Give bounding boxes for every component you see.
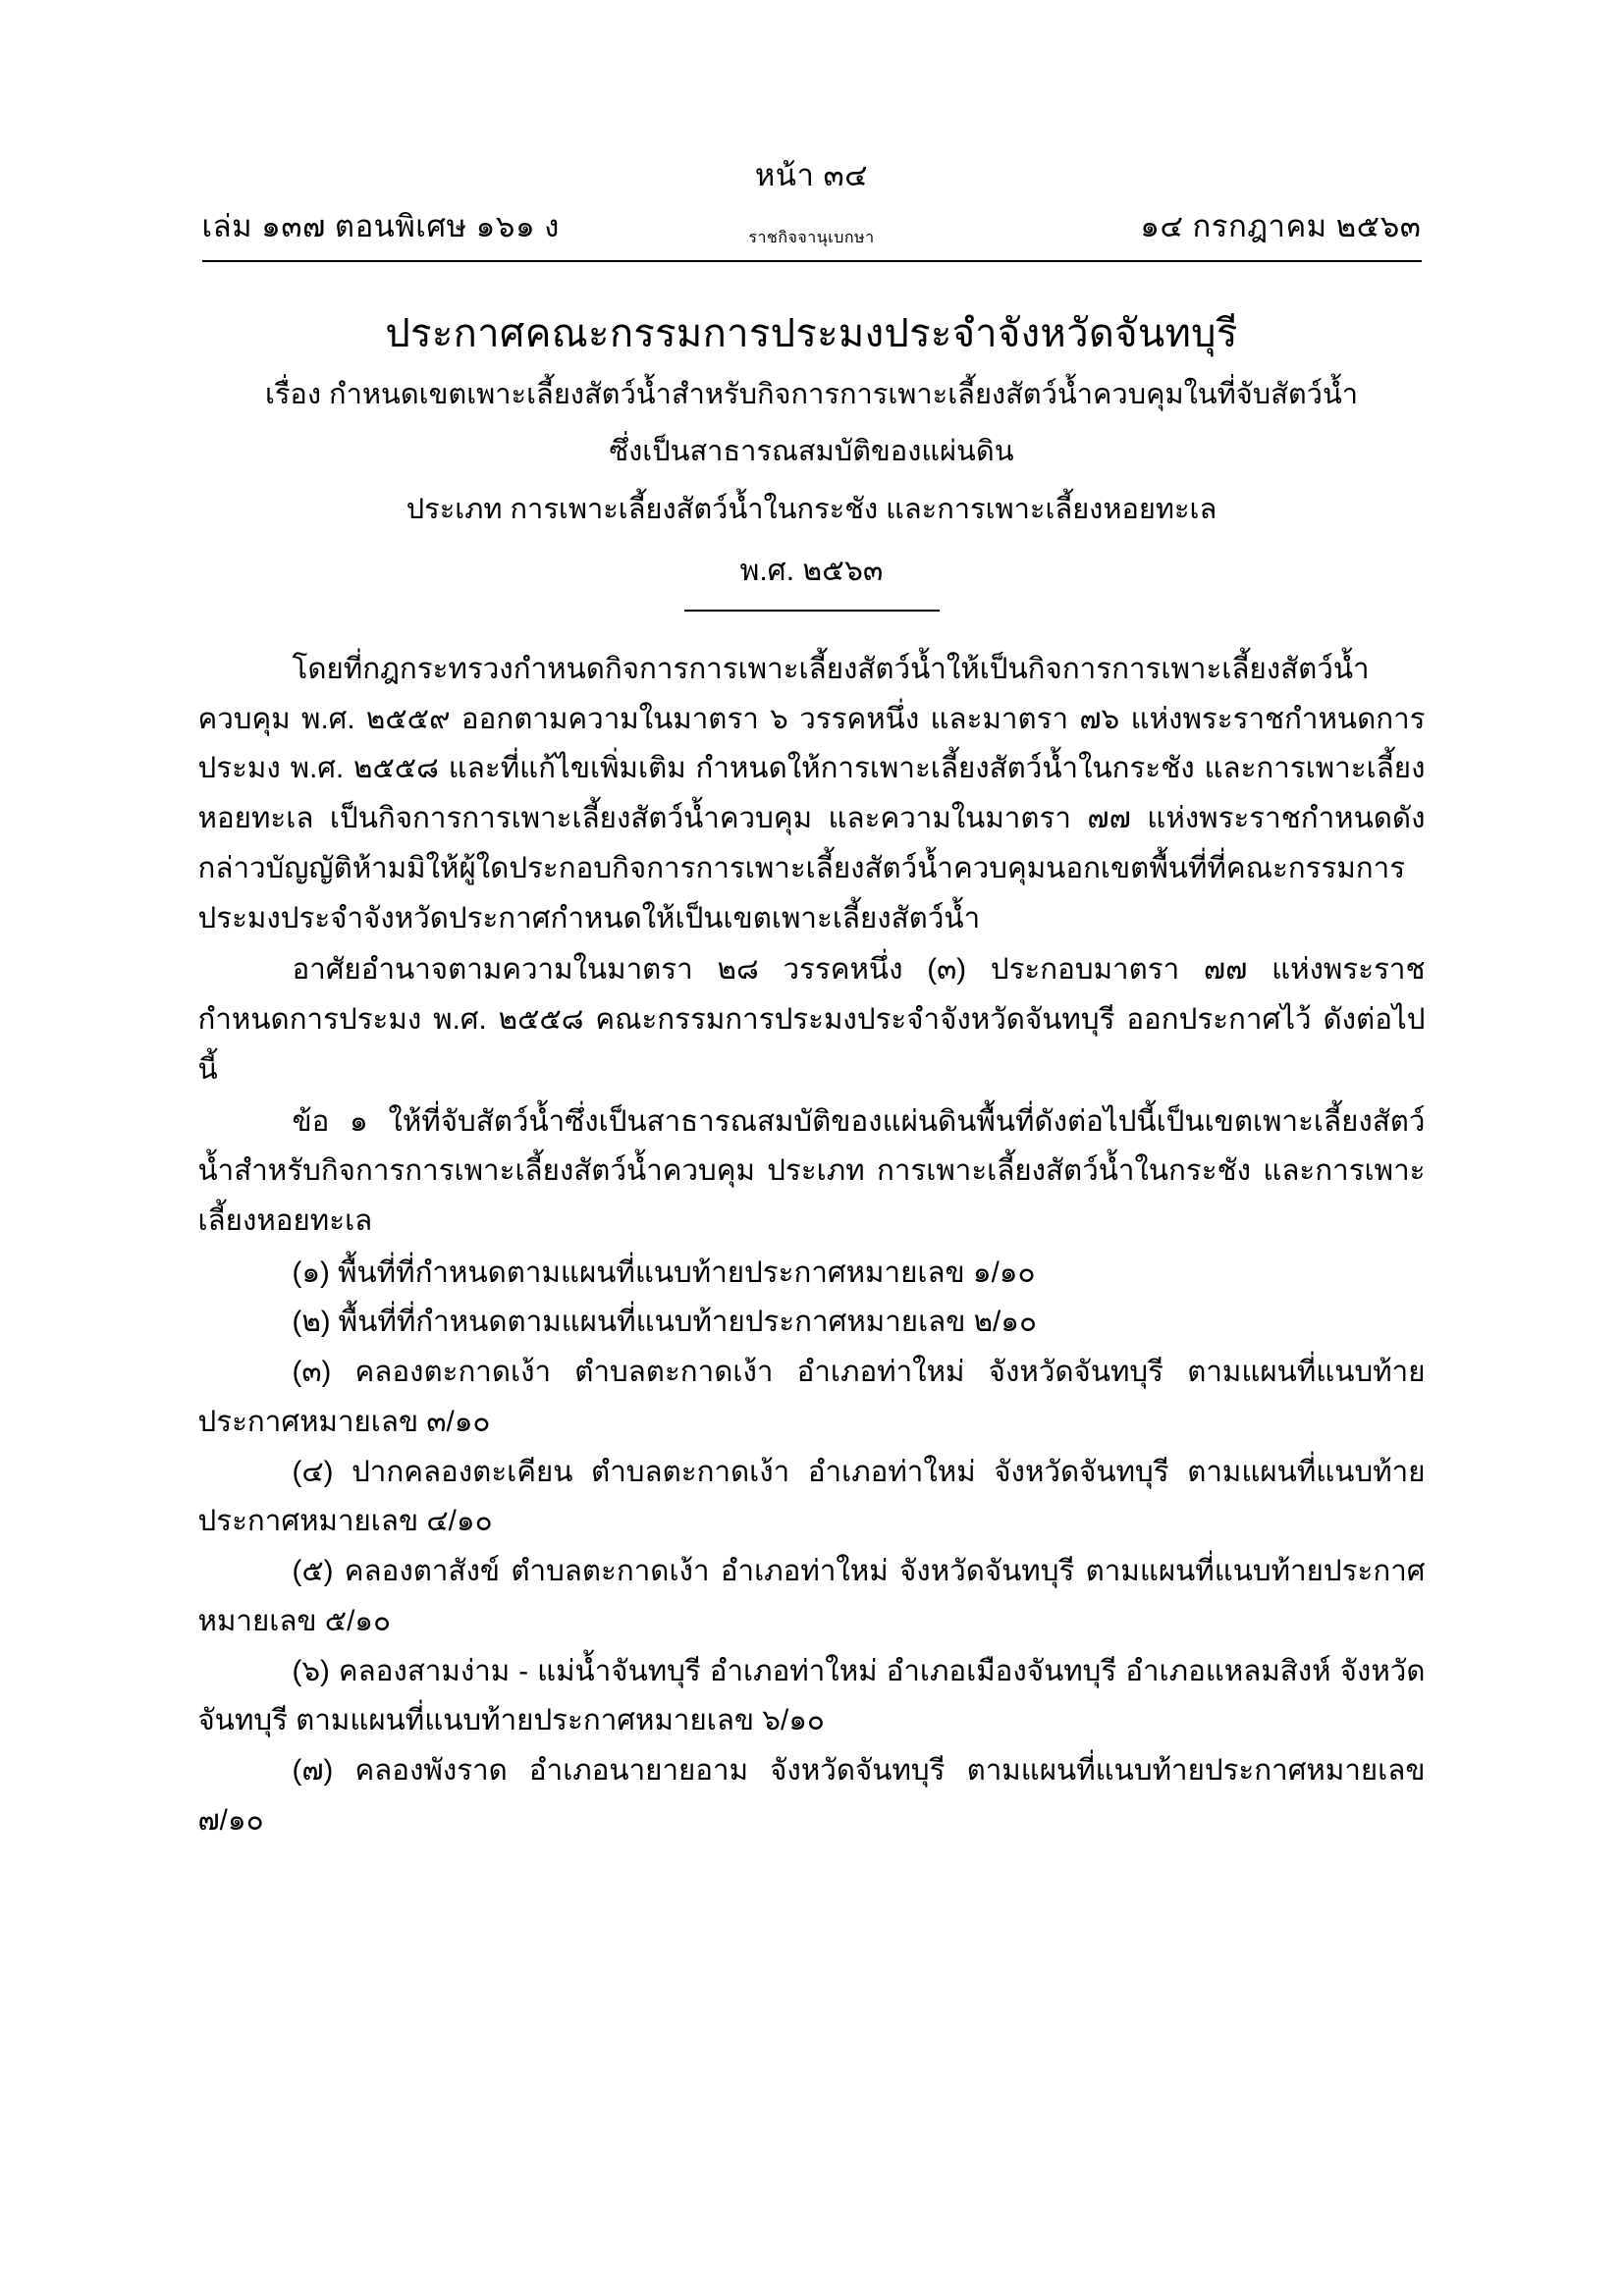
body-paragraph-2: อาศัยอำนาจตามความในมาตรา ๒๘ วรรคหนึ่ง (๓) ประกอบมาตรา ๗๗ แห่งพระราชกำหนดการประมง พ.ศ. ๒๕๕๘ คณะกรรมการประมงประจำจังหวัดจันทบุรี ออกประกาศไว้ ดังต่อไปนี้ — [197, 953, 1426, 1086]
title-subject-line-2: ซึ่งเป็นสาธารณสมบัติของแผ่นดิน — [609, 436, 1014, 468]
document-body — [198, 645, 1426, 1846]
date-label: ๑๔ กรกฎาคม ๒๕๖๓ — [1140, 208, 1422, 243]
list-item: (๕) คลองตาสังข์ ตำบลตะกาดเง้า อำเภอท่าใหม่ จังหวัดจันทบุรี ตามแผนที่แนบท้ายประกาศหมายเลข ๕/๑๐ — [197, 1555, 1426, 1637]
title-subject-line-3: ประเภท การเพาะเลี้ยงสัตว์น้ำในกระชัง และการเพาะเลี้ยงหอยทะเล — [406, 493, 1217, 525]
list-item: (๔) ปากคลองตะเคียน ตำบลตะกาดเง้า อำเภอท่าใหม่ จังหวัดจันทบุรี ตามแผนที่แนบท้ายประกาศหมายเลข ๔/๑๐ — [197, 1455, 1426, 1538]
gazette-name-label: ราชกิจจานุเบกษา — [748, 229, 875, 246]
header-divider — [202, 260, 1422, 262]
list-item: (๗) คลองพังราด อำเภอนายายอาม จังหวัดจันทบุรี ตามแผนที่แนบท้ายประกาศหมายเลข ๗/๑๐ — [197, 1754, 1426, 1837]
page-number-label: หน้า ๓๔ — [754, 158, 869, 192]
list-item: (๓) คลองตะกาดเง้า ตำบลตะกาดเง้า อำเภอท่าใหม่ จังหวัดจันทบุรี ตามแผนที่แนบท้ายประกาศหมายเลข ๓/๑๐ — [197, 1356, 1426, 1438]
body-paragraph-1: โดยที่กฎกระทรวงกำหนดกิจการการเพาะเลี้ยงสัตว์น้ำให้เป็นกิจการการเพาะเลี้ยงสัตว์น้ำควบคุม พ.ศ. ๒๕๕๙ ออกตามความในมาตรา ๖ วรรคหนึ่ง และมาตรา ๗๖ แห่งพระราชกำหนดการประมง พ.ศ. ๒๕๕๘ และที่แก้ไขเพิ่มเติม กำหนดให้การเพาะเลี้ยงสัตว์น้ำในกระชัง และการเพาะเลี้ยงหอยทะเล เป็นกิจการการเพาะเลี้ยงสัตว์น้ำควบคุม และความในมาตรา ๗๗ แห่งพระราชกำหนดดังกล่าวบัญญัติห้ามมิให้ผู้ใดประกอบกิจการการเพาะเลี้ยงสัตว์น้ำควบคุมนอกเขตพื้นที่ที่คณะกรรมการประมงประจำจังหวัดประกาศกำหนดให้เป็นเขตเพาะเลี้ยงสัตว์น้ำ — [197, 652, 1426, 934]
title-divider — [684, 610, 940, 612]
list-item: (๒) พื้นที่ที่กำหนดตามแผนที่แนบท้ายประกาศหมายเลข ๒/๑๐ — [292, 1306, 1037, 1339]
page-title: ประกาศคณะกรรมการประมงประจำจังหวัดจันทบุรี — [385, 311, 1238, 355]
list-item: (๖) คลองสามง่าม - แม่น้ำจันทบุรี อำเภอท่าใหม่ อำเภอเมืองจันทบุรี อำเภอแหลมสิงห์ จังหวัดจันทบุรี ตามแผนที่แนบท้ายประกาศหมายเลข ๖/๑๐ — [197, 1654, 1426, 1737]
gazette-header — [179, 0, 1445, 262]
volume-label: เล่ม ๑๓๗ ตอนพิเศษ ๑๖๑ ง — [201, 208, 560, 243]
list-item: (๑) พื้นที่ที่กำหนดตามแผนที่แนบท้ายประกาศหมายเลข ๑/๑๐ — [292, 1255, 1036, 1289]
title-subject-line-1: เรื่อง กำหนดเขตเพาะเลี้ยงสัตว์น้ำสำหรับกิจการการเพาะเลี้ยงสัตว์น้ำควบคุมในที่จับสัตว์น้ำ — [264, 378, 1359, 410]
body-paragraph-3: ข้อ ๑ ให้ที่จับสัตว์น้ำซึ่งเป็นสาธารณสมบัติของแผ่นดินพื้นที่ดังต่อไปนี้เป็นเขตเพาะเลี้ยงสัตว์น้ำสำหรับกิจการการเพาะเลี้ยงสัตว์น้ำควบคุม ประเภท การเพาะเลี้ยงสัตว์น้ำในกระชัง และการเพาะเลี้ยงหอยทะเล — [197, 1104, 1426, 1237]
announcement-title-block — [213, 307, 1411, 612]
title-year: พ.ศ. ๒๕๖๓ — [739, 554, 884, 587]
